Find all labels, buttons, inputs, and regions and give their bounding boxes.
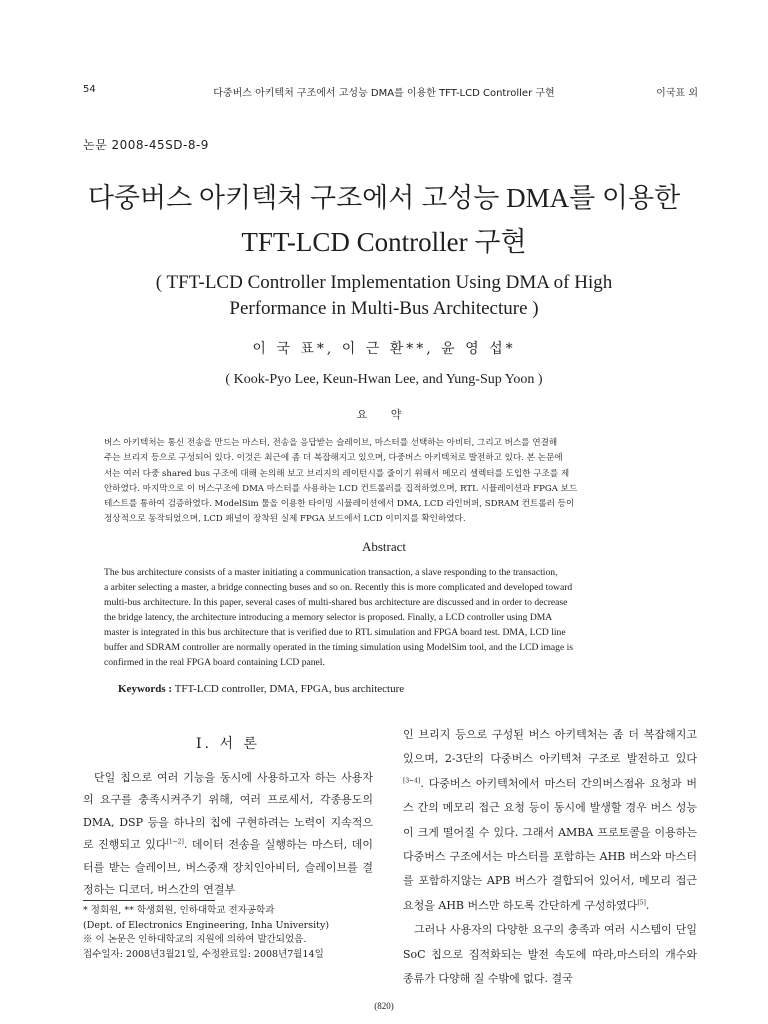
citation: [5] (637, 899, 646, 907)
body-line: 는 마스터를 포함하는 AHB 버스와 마스터를 포함하지 (403, 850, 697, 888)
body-line: 용도의 DMA, DSP 등을 하나의 칩에 구현하려는 노력 (83, 793, 373, 829)
abstract-line: The bus architecture consists of a master initiating a communication transaction, a slave responding to the transaction, (104, 567, 558, 578)
page-number: 54 (83, 84, 96, 95)
title-kr-line2: TFT-LCD Controller 구현 (241, 227, 527, 257)
title-kr-line1: 다중버스 아키텍처 구조에서 고성능 DMA를 이용한 (87, 183, 681, 213)
paragraph (403, 723, 697, 918)
keywords-label: Keywords : (118, 683, 173, 695)
korean-abstract-line: 서는 여러 다중 shared bus 구조에 대해 논의해 보고 브리지의 레이턴시를 줄이기 위해서 메모리 셀렉터를 도입한 구조를 제 (104, 468, 570, 479)
footnote-funding: ※ 이 논문은 인하대학교의 지원에 의하여 발간되었음. (83, 934, 307, 945)
body-line: 그러나 사용자의 다양한 요구의 충족과 여러 시스 (414, 923, 651, 937)
korean-abstract-line: 테스트를 통하여 검증하였다. ModelSim 툴을 이용한 타이밍 시뮬레이션에서 DMA, LCD 라인버퍼, SDRAM 컨트롤러 등이 (104, 499, 575, 510)
footnote-dates: 접수일자: 2008년3월21일, 수정완료일: 2008년7월14일 (83, 948, 324, 960)
section-heading: I. 서 론 (196, 736, 260, 752)
running-authors: 이국표 외 (656, 88, 698, 99)
korean-abstract-line: 버스 아키텍처는 통신 전송을 만드는 마스터, 전송을 응답받는 슬레이브, 마스터를 선택하는 아비터, 그리고 버스를 연결해 (104, 438, 558, 448)
abstract-line: buffer and SDRAM controller are normally operated in the timing simulation using ModelSim tool, and the LCD image is (104, 642, 574, 653)
citation: [1~2] (166, 838, 184, 846)
authors-en: ( Kook-Pyo Lee, Keun-Hwan Lee, and Yung-Sup Yoon ) (225, 372, 543, 387)
body-line: 인 브리지 등으로 구성된 버스 아키텍처는 좀 더 복잡 (403, 728, 666, 741)
abstract-line: the bridge latency, the architecture introducing a memory selector is proposed. Finally, a LCD controller using DMA (104, 612, 553, 623)
abstract-heading: Abstract (361, 539, 407, 554)
citation: [3~4] (403, 777, 421, 785)
footnote-affiliation-en: (Dept. of Electronics Engineering, Inha University) (83, 919, 330, 931)
abstract-body (104, 565, 678, 670)
body-line: 하는 마스터, 데이터를 받는 슬레이브, 버스중재 장치인 (83, 838, 374, 874)
keywords (118, 683, 404, 695)
body-line: 을 AHB 버스만 하도록 간단하게 구성하였다 (424, 898, 638, 912)
footnotes (83, 904, 383, 962)
abstract-line: multi-bus architecture. In this paper, several cases of multi-shared bus architecture are discussed and in order to decrease (104, 597, 568, 608)
korean-abstract-heading: 요 약 (356, 408, 412, 421)
body-line: 용자의 요구를 충족시켜주기 위해, 여러 프로세서, 각종 (83, 771, 373, 807)
paper-id: 논문 2008-45SD-8-9 (83, 138, 209, 152)
authors-kr: 이 국 표*, 이 근 환**, 윤 영 섭* (252, 341, 516, 357)
body-line: 이 지속적으로 진행되고 있다 (83, 815, 373, 852)
title-en (0, 270, 768, 322)
title-en-line1: ( TFT-LCD Controller Implementation Using DMA of High (155, 272, 613, 293)
page-footer-number: (820) (374, 1001, 394, 1011)
running-title: 다중버스 아키텍처 구조에서 고성능 DMA를 이용한 TFT-LCD Controller 구현 (213, 88, 555, 99)
body-line: . (645, 898, 650, 912)
body-line: 아비터, 슬레이브를 결정하는 디코더, 버스간의 연결부 (83, 860, 374, 897)
right-column (403, 723, 697, 991)
body-line: 마스터의 개수와 종류가 다양해 질 수밖에 없다. 결국 (403, 947, 697, 986)
body-line: 버스점유 요청과 버스 간의 메모리 접근 요청 등이 동 (403, 776, 697, 815)
body-line: 래서 AMBA 프로토콜을 이용하는 다중버스 구조에서 (403, 825, 697, 864)
body-line: 단일 칩으로 여러 기능을 동시에 사용하고자 하는 사 (94, 771, 352, 784)
abstract-line: confirmed in the real FPGA board containing LCD panel. (104, 657, 325, 668)
running-header (0, 84, 768, 100)
body-line: . 데이터 전송을 실행 (183, 838, 287, 852)
left-column (83, 767, 373, 901)
body-line: . 다중버스 아키텍처에서 마스터 간의 (420, 776, 603, 790)
paragraph (403, 918, 697, 991)
korean-abstract-line: 정상적으로 동작되었으며, LCD 패널이 장착된 실제 FPGA 보드에서 LCD 이미지를 확인하였다. (104, 514, 466, 525)
body-line: 않는 APB 버스가 결합되어 있어서, 메모리 접근 요청 (403, 874, 697, 912)
abstract-line: a arbiter selecting a master, a bridge connecting buses and so on. Recently this is more complicated and developed toward (104, 582, 573, 593)
body-line: 템이 단일 SoC 칩으로 집적화되는 발전 속도에 따라, (403, 923, 697, 961)
abstract-line: master is integrated in this bus architecture that is verified due to RTL simulation and FPGA board test. DMA, LCD line (104, 627, 566, 638)
body-line: 전하고 있다 (637, 752, 697, 766)
body-line: 해지고 있으며, 2-3단의 다중버스 아키텍처 구조로 발 (403, 728, 697, 766)
paragraph (83, 767, 373, 901)
body-line: 시에 발생할 경우 버스 성능이 크게 떨어질 수 있다. 그 (403, 801, 698, 839)
title-en-line2: Performance in Multi-Bus Architecture ) (229, 298, 539, 319)
footnote-affiliation: * 정회원, ** 학생회원, 인하대학교 전자공학과 (83, 905, 275, 916)
korean-abstract-line: 안하였다. 마지막으로 이 버스구조에 DMA 마스터를 사용하는 LCD 컨트롤러를 집적하였으며, RTL 시뮬레이션과 FPGA 보드 (104, 483, 578, 494)
korean-abstract-line: 주는 브리지 등으로 구성되어 있다. 이것은 최근에 좀 더 복잡해지고 있으며, 다중버스 아키텍처로 발전하고 있다. 본 논문에 (104, 453, 563, 464)
korean-abstract (104, 436, 678, 528)
footnote-rule (83, 900, 215, 901)
keywords-value: TFT-LCD controller, DMA, FPGA, bus architecture (174, 683, 405, 695)
